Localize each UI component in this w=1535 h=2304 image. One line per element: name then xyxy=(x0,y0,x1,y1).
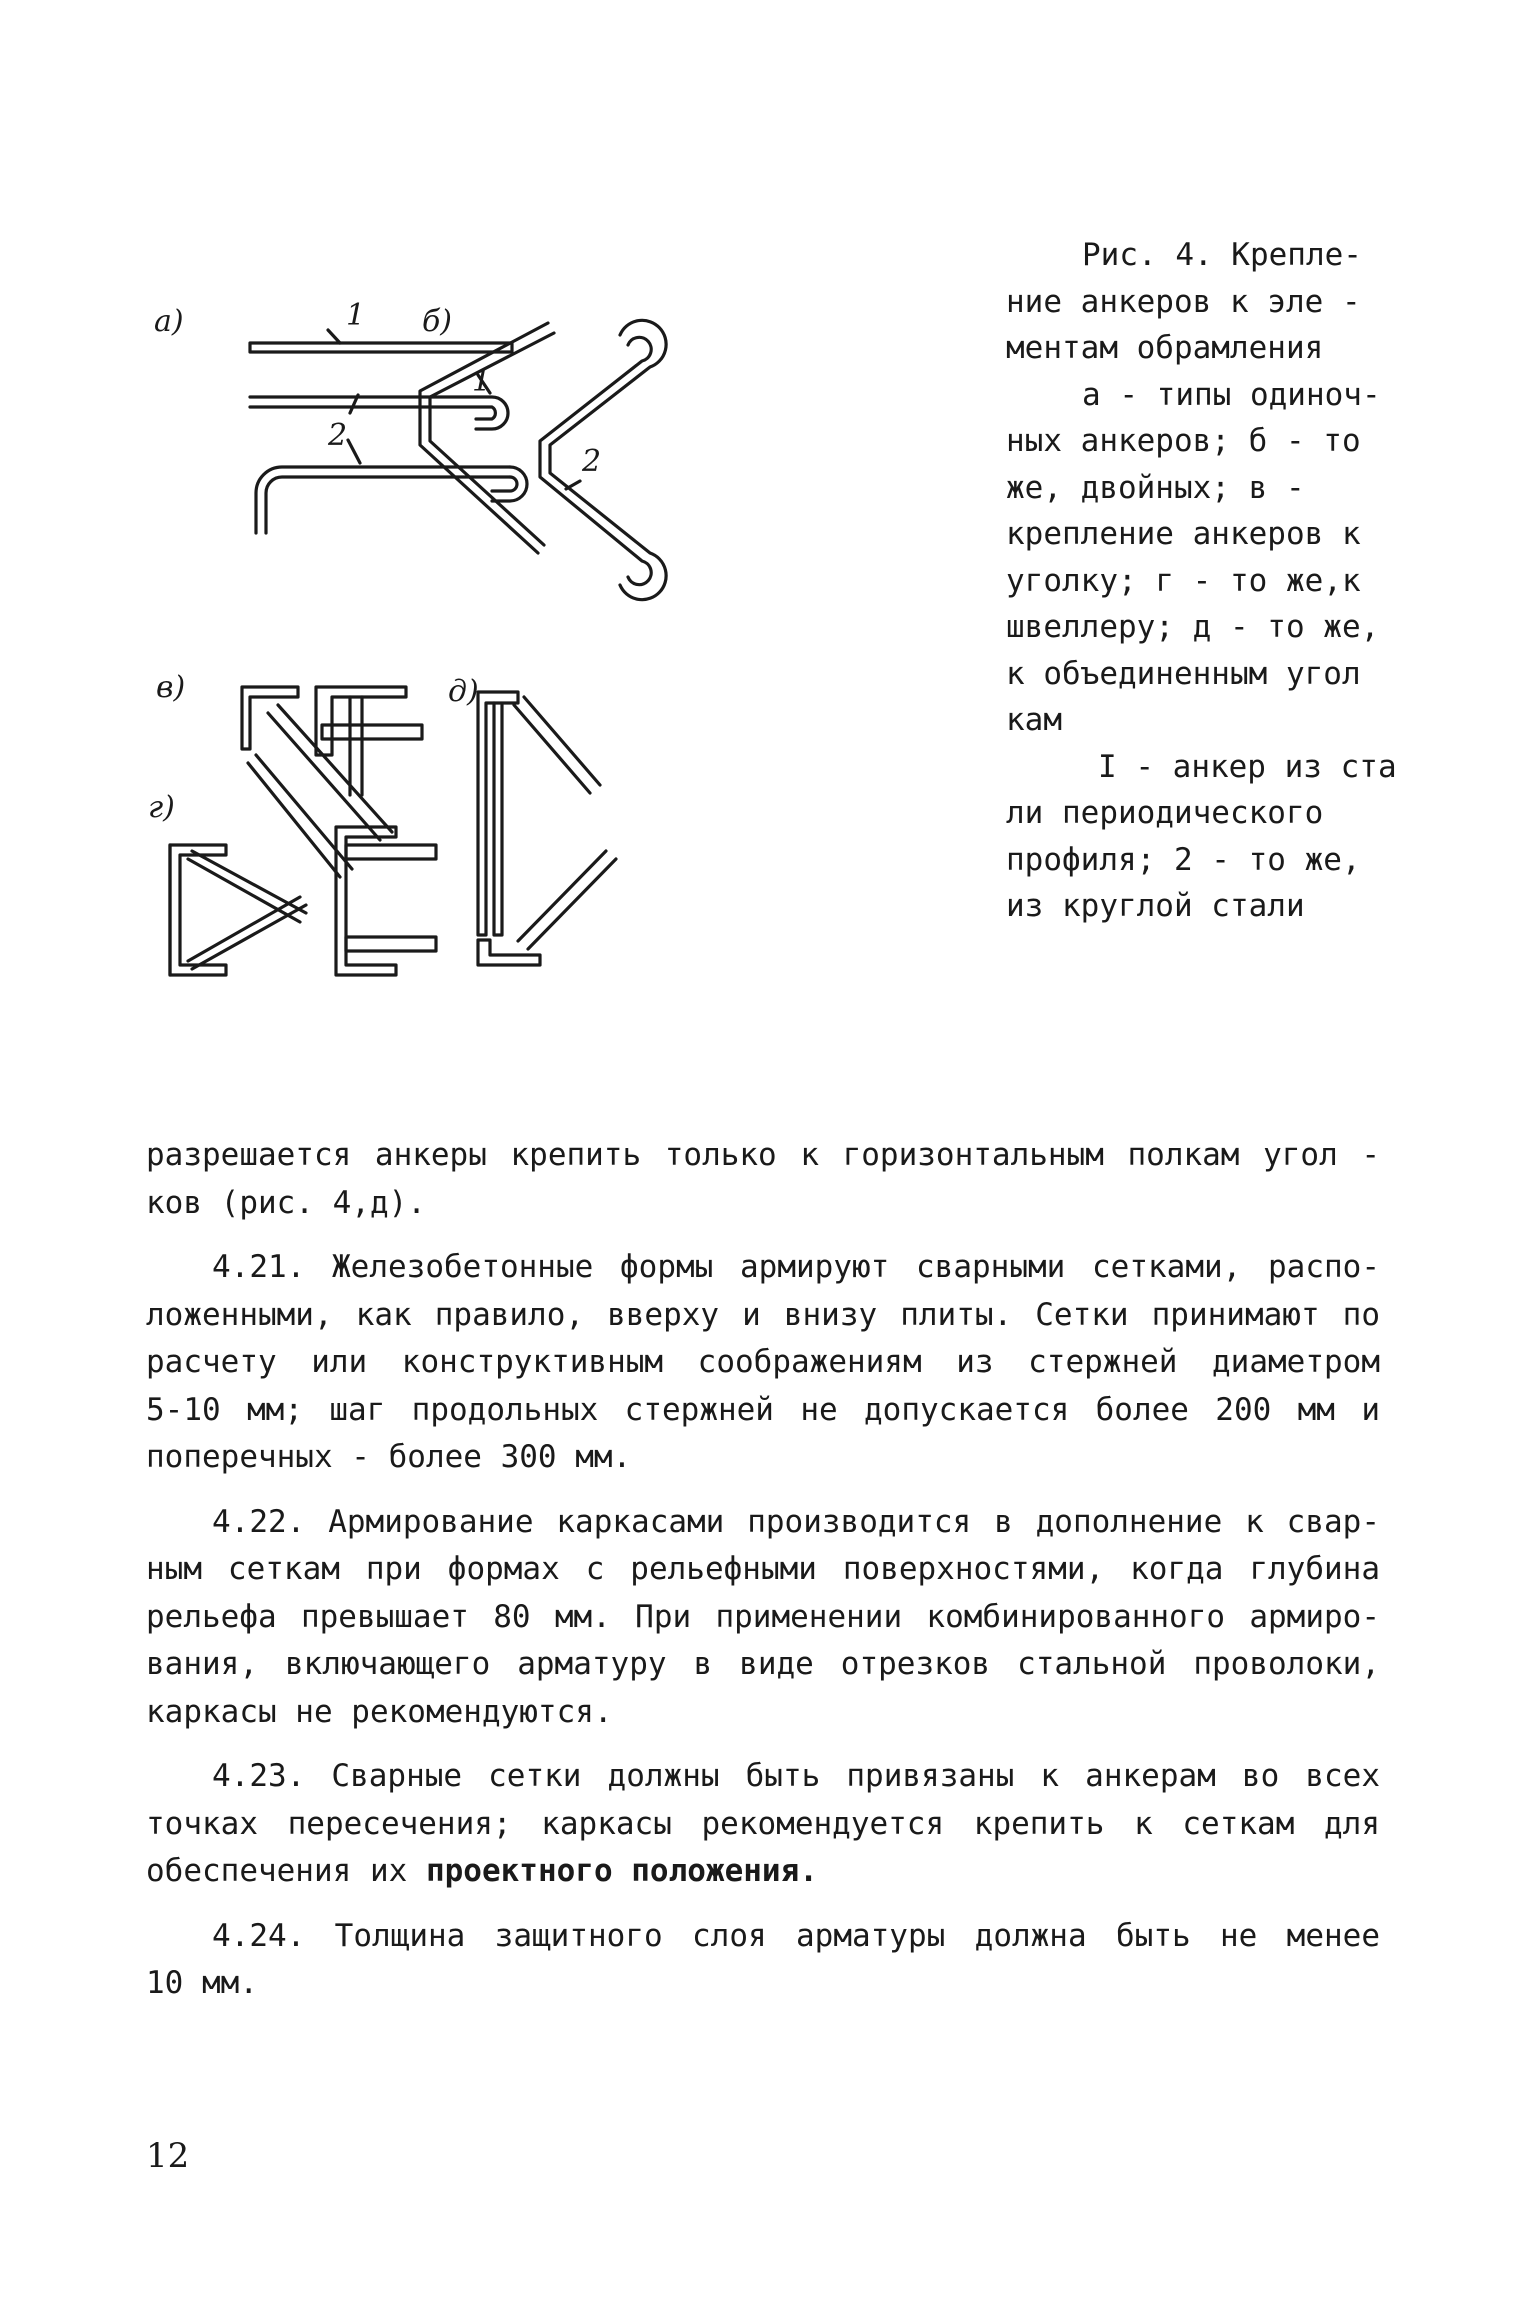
text-line: ным сеткам при формах с рельефными поверхностями, когда глубина xyxy=(146,1551,1380,1587)
text-line: 4.24. Толщина защитного слоя арматуры должна быть не менее xyxy=(212,1917,1380,1954)
text-line: 4.22. Армирование каркасами производится в дополнение к свар- xyxy=(212,1503,1380,1540)
channel-connection-2 xyxy=(336,827,436,975)
text-line xyxy=(146,1848,1380,1896)
figure-tags xyxy=(148,298,601,825)
double-anchor-round xyxy=(540,320,666,599)
caption-legend-line: из круглой стали xyxy=(1006,888,1305,924)
text-fragment: обеспечения их xyxy=(146,1853,426,1889)
caption-line: кам xyxy=(1006,702,1062,738)
text-line: 5-10 мм; шаг продольных стержней не допускается более 200 мм и xyxy=(146,1391,1380,1428)
caption-line: крепление анкеров к xyxy=(1006,516,1361,552)
double-anchor-periodic xyxy=(420,323,554,553)
text-line: 4.23. Сварные сетки должны быть привязаны к анкерам во всех xyxy=(212,1758,1380,1794)
text-line: 4.21. Железобетонные формы армируют сварными сетками, распо- xyxy=(212,1249,1380,1285)
single-anchor-hook-straight xyxy=(250,397,508,429)
tag-b: б) xyxy=(422,304,453,339)
text-line: разрешается анкеры крепить только к горизонтальным полкам угол - xyxy=(146,1137,1380,1173)
text-fragment-bold: проектного положения. xyxy=(425,1853,818,1889)
caption-line: а - типы одиноч- xyxy=(1082,376,1381,413)
text-line: каркасы не рекомендуются. xyxy=(146,1693,613,1730)
paragraph-4-23 xyxy=(146,1753,1380,1896)
paragraph-4-22 xyxy=(146,1499,1380,1737)
text-line: ложенными, как правило, вверху и внизу плиты. Сетки принимают по xyxy=(146,1296,1380,1333)
caption-line: же, двойных; в - xyxy=(1006,469,1305,506)
channel-connection-1 xyxy=(170,845,306,975)
caption-legend-line: I - анкер из ста xyxy=(1098,748,1397,785)
tag-a: а) xyxy=(154,304,184,339)
caption-line: к объединенным угол xyxy=(1006,655,1361,692)
label-1-b: 1 xyxy=(472,364,492,399)
angle-connection-2 xyxy=(316,687,422,795)
caption-line: швеллеру; д - то же, xyxy=(1006,609,1380,645)
paragraph-4-24 xyxy=(146,1913,1380,2008)
text-line: 10 мм. xyxy=(146,1965,258,2001)
caption-legend-line: профиля; 2 - то же, xyxy=(1006,841,1361,878)
paragraph-4-21 xyxy=(146,1244,1380,1482)
paragraph-continuation xyxy=(146,1132,1380,1227)
body-text xyxy=(146,1132,1380,2025)
tag-g: г) xyxy=(148,790,175,825)
page-number: 12 xyxy=(146,2136,190,2176)
caption-line: ментам обрамления xyxy=(1006,330,1324,366)
figure-anchors xyxy=(148,285,1010,1045)
text-line: поперечных - более 300 мм. xyxy=(146,1439,632,1475)
text-line: точках пересечения; каркасы рекомендуется крепить к сеткам для xyxy=(146,1805,1380,1842)
label-2-a: 2 xyxy=(328,418,348,453)
caption-line: уголку; г - то же,к xyxy=(1006,562,1361,599)
single-anchor-double-hook xyxy=(256,467,527,533)
label-1-a: 1 xyxy=(346,298,366,333)
text-line: вания, включающего арматуру в виде отрезков стальной проволоки, xyxy=(146,1646,1380,1682)
text-line: рельефа превышает 80 мм. При применении комбинированного армиро- xyxy=(146,1598,1380,1635)
caption-line: Рис. 4. Крепле- xyxy=(1082,237,1362,273)
caption-line: ние анкеров к эле - xyxy=(1006,283,1361,320)
text-line: расчету или конструктивным соображениям из стержней диаметром xyxy=(146,1344,1380,1380)
combined-angles-connection xyxy=(478,692,616,965)
caption-legend-line: ли периодического xyxy=(1006,795,1324,831)
anchor-diagram xyxy=(148,285,1010,1045)
single-anchor-periodic xyxy=(250,343,512,352)
label-2-b: 2 xyxy=(582,444,602,479)
text-line: ков (рис. 4,д). xyxy=(146,1184,426,1221)
figure-caption xyxy=(1006,232,1426,930)
tag-d: д) xyxy=(448,674,479,709)
caption-line: ных анкеров; б - то xyxy=(1006,423,1361,459)
tag-v: в) xyxy=(156,670,186,705)
